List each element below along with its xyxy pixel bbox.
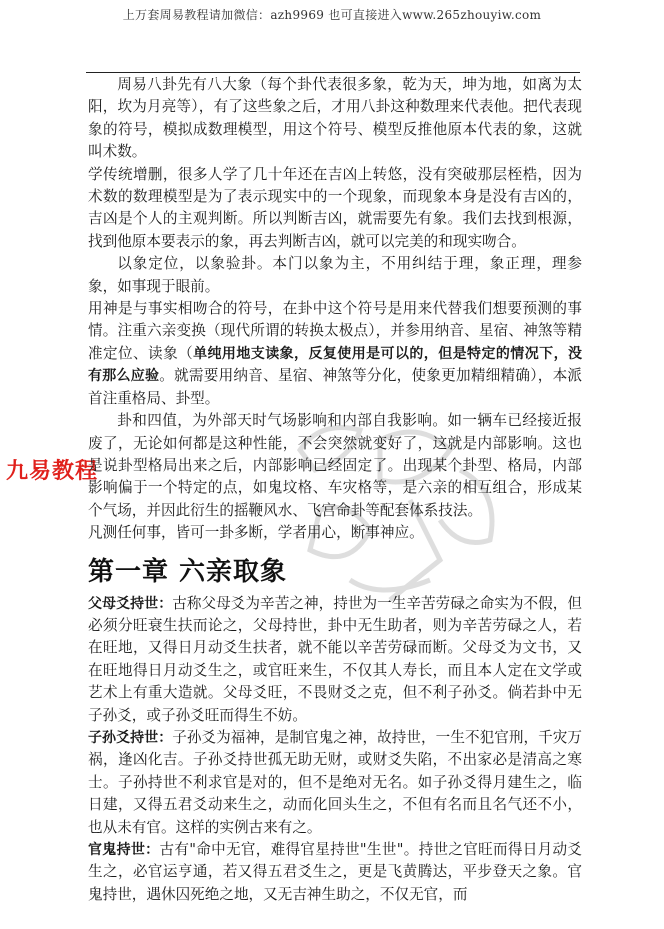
section-label: 官鬼持世： [88,842,160,858]
section-label: 子孙爻持世： [88,729,173,746]
chapter-title: 第一章 六亲取象 [88,556,288,587]
paragraph: 周易八卦先有八大象（每个卦代表很多象，乾为天，坤为地，如离为太阳，坎为月亮等），有了这些象之后，才用八卦这种数理来代表他。把代表现象的符号，模拟成数理模型，用这个符号、模型反推他原本代表的象，这就叫术数。 [88,76,582,161]
section-text: 古称父母爻为辛苦之神，持世为一生辛苦劳碌之命实为不假，但必须分旺衰生扶而论之，父母持世，卦中无生助者，则为辛苦劳碌之人，若在旺地，又得日月动爻生扶者，就不能以辛苦劳碌而断。父母爻为文书，又在旺地得日月动爻生之，或官旺来生，不仅其人寿长，而且本人定在文学或艺术上有重大造就。父母爻旺，不畏财爻之克，但不利子孙爻。倘若卦中无子孙爻，或子孙爻旺而得生不妨。 [88,594,582,724]
document-body [88,74,582,906]
paragraph-text: 。就需要用纳音、星宿、神煞等分化，使象更加精细精确），本派首注重格局、卦型。 [88,367,583,407]
paragraph [88,298,582,410]
paragraph-bold-text: 单纯用地支读象，反复使用是可以的，但是特定的情况下，没有那么应验 [88,345,582,385]
paragraph: 以象定位，以象验卦。本门以象为主，不用纠结于理，象正理，理参象，如事现于眼前。 [88,255,582,295]
section-paragraph [88,839,582,906]
section-paragraph [88,593,582,727]
paragraph: 卦和四值，为外部天时气场影响和内部自我影响。如一辆车已经接近报废了，无论如何都是这种性能，不会突然就变好了，这就是内部影响。这也是说卦型格局出来之后，内部影响已经固定了。出现某个卦型、格局，内部影响偏于一个特定的点，如鬼坟格、车灾格等，是六亲的相互组合，形成某个气场，并因此衍生的摇鞭风水、飞宫命卦等配套体系技法。 [88,412,582,519]
paragraph: 凡测任何事，皆可一卦多断，学者用心，断事神应。 [88,524,424,542]
section-paragraph [88,727,582,839]
section-label: 父母爻持世： [88,595,173,612]
paragraph-text: 用神是与事实相吻合的符号，在卦中这个符号是用来代替我们想要预测的事情。注重六亲变换（现代所谓的转换太极点），并参用纳音、星宿、神煞等精准定位、读象（ [88,300,582,362]
watermark-stamp-text: 九易教程 [6,459,99,484]
section-text: 古有"命中无官，难得官星持世"生世"。持世之官旺而得日月动爻生之，必官运亨通，若又得五君爻生之，更是飞黄腾达，平步登天之象。官鬼持世，遇休囚死绝之地，又无吉神生助之，不仅无官，而 [88,841,583,903]
section-text: 子孙爻为福神，是制官鬼之神，故持世，一生不犯官刑，千灾万祸，逢凶化吉。子孙爻持世孤无助无财，或财爻失陷，不出家必是清高之寒士。子孙持世不利求官是对的，但不是绝对无名。如子孙爻得月建生之，临日建，又得五君爻动来生之，动而化回头生之，不但有名而且名气还不小，也从未有官。这样的实例古来有之。 [88,728,582,836]
paragraph: 学传统增删，很多人学了几十年还在吉凶上转悠，没有突破那层桎梏，因为术数的数理模型是为了表示现实中的一个现象，而现象本身是没有吉凶的，吉凶是个人的主观判断。所以判断吉凶，就需要先有象。我们去找到根源，找到他原本要表示的象，再去判断吉凶，就可以完美的和现实吻合。 [88,165,582,250]
page-header-ad: 上万套周易教程请加微信：azh9969 也可直接进入www.265zhouyiw.com [122,8,542,22]
header-rule [86,72,580,73]
